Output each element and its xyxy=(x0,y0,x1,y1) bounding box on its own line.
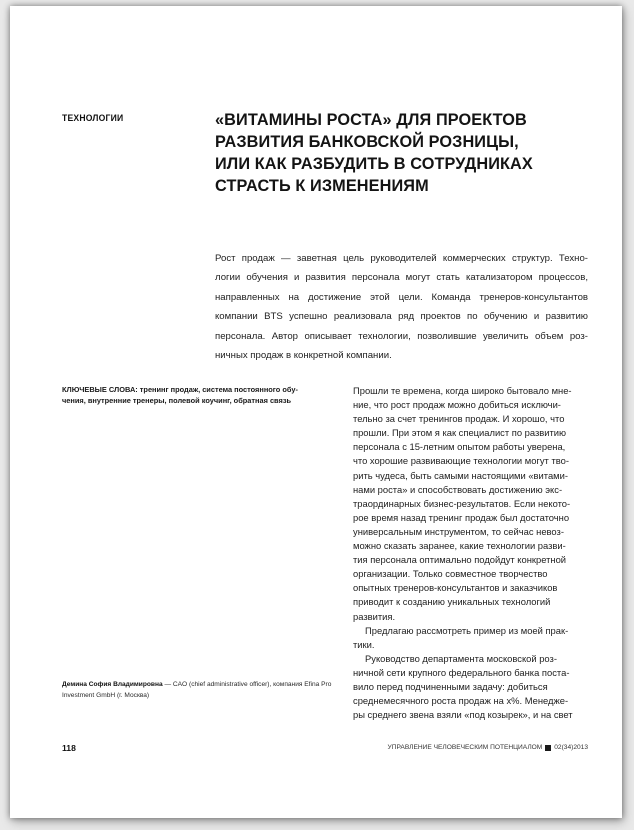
body-line: тельно за счет тренингов продаж. И хорошо, что xyxy=(353,413,565,425)
abstract-line: персонала. Автор описывает технологии, позволившие увеличить объем роз- xyxy=(215,330,588,342)
body-line: тики. xyxy=(353,638,375,650)
body-line: развития. xyxy=(353,610,396,622)
article-title xyxy=(215,109,595,197)
magazine-page xyxy=(10,6,622,818)
author-line xyxy=(62,679,347,690)
body-line: ры среднего звена взяли «под козырек», и на свет xyxy=(353,709,573,721)
abstract-line: Рост продаж — заветная цель руководителей коммерческих структур. Техно- xyxy=(215,253,588,264)
body-line: ние, что рост продаж можно добиться исключи- xyxy=(353,399,561,411)
section-label: ТЕХНОЛОГИИ xyxy=(62,112,124,123)
body-line: ничной сети крупного федерального банка поста- xyxy=(353,666,570,678)
body-line: вило перед подчиненными задачу: добиться xyxy=(353,680,548,692)
article-body xyxy=(353,384,593,722)
title-line: РАЗВИТИЯ БАНКОВСКОЙ РОЗНИЦЫ, xyxy=(215,133,519,151)
article-abstract xyxy=(215,249,588,365)
body-line: траординарных бизнес-результатов. Если некото- xyxy=(353,497,571,509)
body-line: нами роста» и способствовать достижению экс- xyxy=(353,483,563,495)
title-line: «ВИТАМИНЫ РОСТА» ДЛЯ ПРОЕКТОВ xyxy=(215,111,527,129)
author-name: Демина София Владимировна xyxy=(62,681,163,688)
body-line: универсальным инструментом, то сейчас невоз- xyxy=(353,525,564,537)
abstract-line: ничных продаж в конкретной компании. xyxy=(215,350,392,362)
page-number: 118 xyxy=(62,743,76,753)
author-line: Investment GmbH (г. Москва) xyxy=(62,692,150,699)
title-line: ИЛИ КАК РАЗБУДИТЬ В СОТРУДНИКАХ xyxy=(215,155,533,173)
body-line: прошли. При этом я как специалист по развитию xyxy=(353,427,567,439)
body-line: организации. Только совместное творчество xyxy=(353,568,548,580)
abstract-line: логии обучения и развития персонала могут стать катализатором процессов, xyxy=(215,272,588,284)
square-bullet-icon xyxy=(545,745,551,751)
body-line: рое время назад тренинг продаж был достаточно xyxy=(353,511,570,523)
body-line: что хорошие развивающие технологии могут тво- xyxy=(353,455,569,467)
running-footer xyxy=(388,744,588,751)
issue-number: 02(34)2013 xyxy=(554,744,588,751)
body-line: среднемесячного роста продаж на х%. Менедже- xyxy=(353,695,569,707)
abstract-line: направленных на достижение этой цели. Команда тренеров-консультантов xyxy=(215,291,588,303)
journal-name: УПРАВЛЕНИЕ ЧЕЛОВЕЧЕСКИМ ПОТЕНЦИАЛОМ xyxy=(387,744,543,751)
body-line: тия персонала оптимально подойдут конкретной xyxy=(353,554,567,566)
title-line: СТРАСТЬ К ИЗМЕНЕНИЯМ xyxy=(215,177,429,195)
body-line: персонала с 15-летним опытом работы уверена, xyxy=(353,441,566,453)
body-line: Прошли те времена, когда широко бытовало мне- xyxy=(353,385,572,396)
keywords-line: чения, внутренние тренеры, полевой коучинг, обратная связь xyxy=(62,396,292,405)
body-line: рить чудеса, быть самыми настоящими «витами- xyxy=(353,469,568,481)
author-note xyxy=(62,679,347,701)
body-line: опытных тренеров-консультантов и заказчиков xyxy=(353,582,558,594)
author-position: — CAO (chief administrative officer), компания Efina Pro xyxy=(162,681,332,688)
body-line: приводит к созданию уникальных технологий xyxy=(353,596,551,608)
body-line: можно сказать заранее, какие технологии разви- xyxy=(353,540,566,552)
body-line: Предлагаю рассмотреть пример из моей прак- xyxy=(365,624,569,636)
body-line: Руководство департамента московской роз- xyxy=(365,652,557,664)
abstract-line: компании BTS успешно реализовала ряд проектов по обучению и развитию xyxy=(215,311,588,323)
keywords-line: КЛЮЧЕВЫЕ СЛОВА: тренинг продаж, система постоянного обу- xyxy=(62,385,298,394)
keywords xyxy=(62,384,342,406)
